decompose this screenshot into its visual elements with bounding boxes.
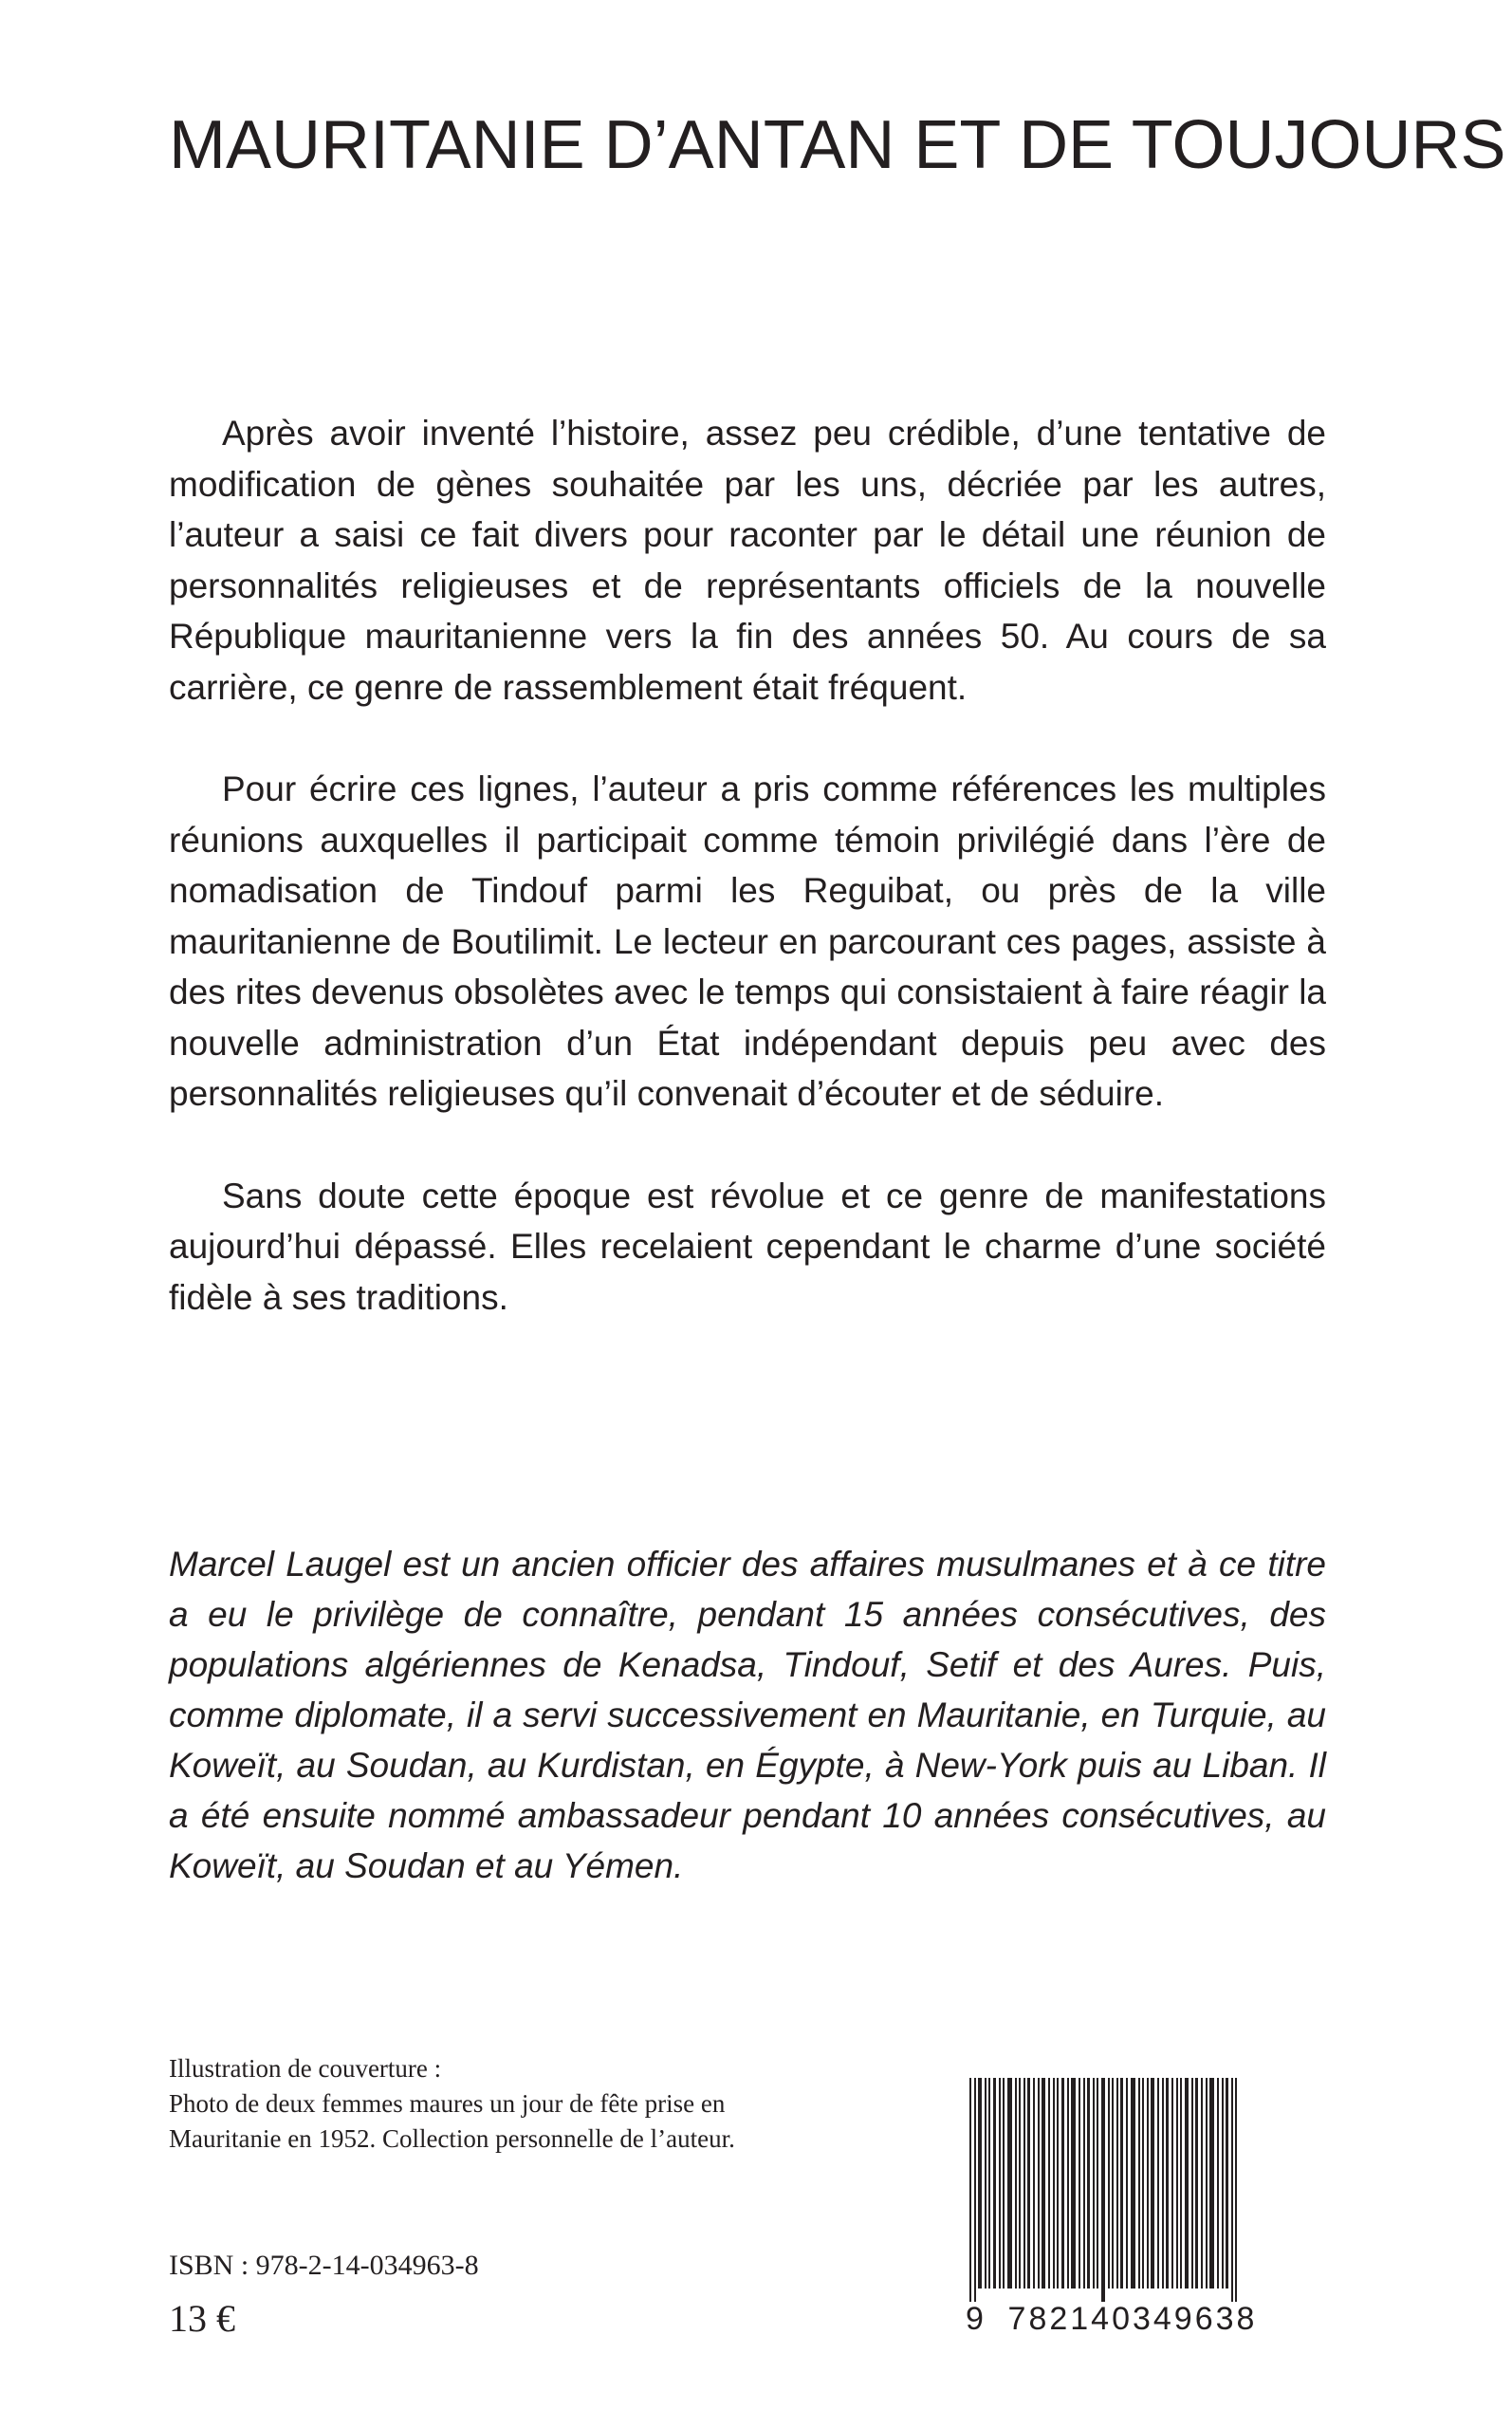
barcode-bar	[993, 2078, 996, 2289]
barcode-bar	[1195, 2078, 1198, 2289]
barcode-bar	[978, 2078, 982, 2289]
barcode-bar	[1151, 2078, 1154, 2289]
barcode-bar	[1166, 2078, 1169, 2289]
isbn-text: ISBN : 978-2-14-034963-8	[169, 2250, 479, 2281]
barcode-bar	[1067, 2078, 1069, 2289]
blurb-paragraph-2: Pour écrire ces lignes, l’auteur a pris comme références les multiples réunions auxquelles il participait comme témoin privilégié dans l’ère de nomadisation de Tindouf parmi les Reguibat, ou près de la ville mauritanienne de Boutilimit. Le lecteur en parcourant ces pages, assiste à des rites devenus obsolètes avec le temps qui consistaient à faire réagir la nouvelle administration d’un État indépendant depuis peu avec des personnalités religieuses qu’il convenait d’écouter et de séduire.	[169, 769, 1326, 1113]
barcode-bar	[985, 2078, 986, 2289]
barcode-bar	[1120, 2078, 1123, 2289]
barcode-bar	[1042, 2078, 1045, 2289]
barcode-bar	[1222, 2078, 1224, 2289]
barcode-bar	[1033, 2078, 1035, 2289]
barcode-bar	[1131, 2078, 1135, 2289]
barcode-bar	[1071, 2078, 1076, 2289]
book-title: MAURITANIE D’ANTAN ET DE TOUJOURS	[169, 107, 1506, 183]
barcode-bar	[1147, 2078, 1149, 2289]
blurb-paragraph-3: Sans doute cette époque est révolue et ce genre de manifestations aujourd’hui dépassé. Elles recelaient cependant le charme d’une société fidèle à ses traditions.	[169, 1176, 1326, 1317]
barcode-bar	[1191, 2078, 1193, 2289]
barcode-bar	[1053, 2078, 1055, 2289]
barcode	[966, 2078, 1271, 2344]
barcode-bar	[1027, 2078, 1030, 2289]
barcode-bar	[1112, 2078, 1114, 2289]
barcode-digits-rest: 782140349638	[1007, 2300, 1258, 2337]
barcode-bars	[966, 2078, 1271, 2302]
barcode-bar	[1083, 2078, 1085, 2289]
blurb-paragraph-1: Après avoir inventé l’histoire, assez peu crédible, d’une tentative de modification de gènes souhaitée par les uns, décriée par les autres, l’auteur a saisi ce fait divers pour raconter par le détail une réunion de personnalités religieuses et de représentants officiels de la nouvelle République mauritanienne vers la fin des années 50. Au cours de sa carrière, ce genre de rassemblement était fréquent.	[169, 414, 1326, 707]
barcode-bar	[1231, 2078, 1233, 2302]
barcode-digits	[966, 2298, 1271, 2340]
author-bio: Marcel Laugel est un ancien officier des affaires musulmanes et à ce titre a eu le privilège de connaître, pendant 15 années consécutives, des populations algériennes de Kenadsa, Tindouf, Setif et des Aures. Puis, comme diplomate, il a servi successivement en Mauritanie, en Turquie, au Koweït, au Soudan, au Kurdistan, en Égypte, à New-York puis au Liban. Il a été ensuite nommé ambassadeur pendant 10 années consécutives, au Koweït, au Soudan et au Yémen.	[169, 1545, 1326, 1885]
barcode-bar	[1180, 2078, 1182, 2289]
back-cover-blurb	[169, 408, 1326, 1374]
barcode-bar	[1023, 2078, 1025, 2289]
barcode-bar	[1048, 2078, 1050, 2289]
barcode-bar	[1079, 2078, 1080, 2289]
barcode-bar	[1171, 2078, 1173, 2289]
barcode-bar	[1093, 2078, 1095, 2289]
barcode-bar	[1235, 2078, 1237, 2302]
barcode-bar	[1226, 2078, 1228, 2289]
barcode-bar	[1101, 2078, 1105, 2302]
barcode-bar	[1209, 2078, 1214, 2289]
barcode-bar	[1185, 2078, 1189, 2289]
barcode-bar	[1138, 2078, 1140, 2289]
barcode-bar	[1019, 2078, 1021, 2289]
barcode-bar	[1015, 2078, 1017, 2289]
barcode-bar	[1157, 2078, 1159, 2289]
barcode-bar	[1057, 2078, 1059, 2289]
barcode-bar	[1061, 2078, 1064, 2289]
barcode-bar	[1206, 2078, 1208, 2289]
barcode-first-digit: 9	[966, 2300, 986, 2337]
barcode-bar	[1126, 2078, 1128, 2289]
barcode-bar	[988, 2078, 990, 2289]
barcode-bar	[969, 2078, 971, 2302]
barcode-bar	[974, 2078, 976, 2302]
barcode-bar	[1116, 2078, 1118, 2289]
barcode-bar	[1097, 2078, 1098, 2289]
credits-line-3: Mauritanie en 1952. Collection personnelle de l’auteur.	[169, 2124, 735, 2153]
barcode-bar	[1162, 2078, 1164, 2289]
credits-line-2: Photo de deux femmes maures un jour de fête prise en	[169, 2089, 726, 2118]
barcode-bar	[1003, 2078, 1005, 2289]
cover-illustration-credits	[169, 2051, 735, 2157]
credits-line-1: Illustration de couverture :	[169, 2054, 442, 2083]
barcode-bar	[1087, 2078, 1090, 2289]
price-text: 13 €	[169, 2297, 235, 2340]
barcode-bar	[1007, 2078, 1012, 2289]
barcode-bar	[1142, 2078, 1144, 2289]
barcode-bar	[1108, 2078, 1110, 2289]
barcode-bar	[1176, 2078, 1178, 2289]
barcode-bar	[999, 2078, 1001, 2289]
barcode-bar	[1038, 2078, 1040, 2289]
barcode-bar	[1201, 2078, 1203, 2289]
barcode-bar	[1217, 2078, 1219, 2289]
